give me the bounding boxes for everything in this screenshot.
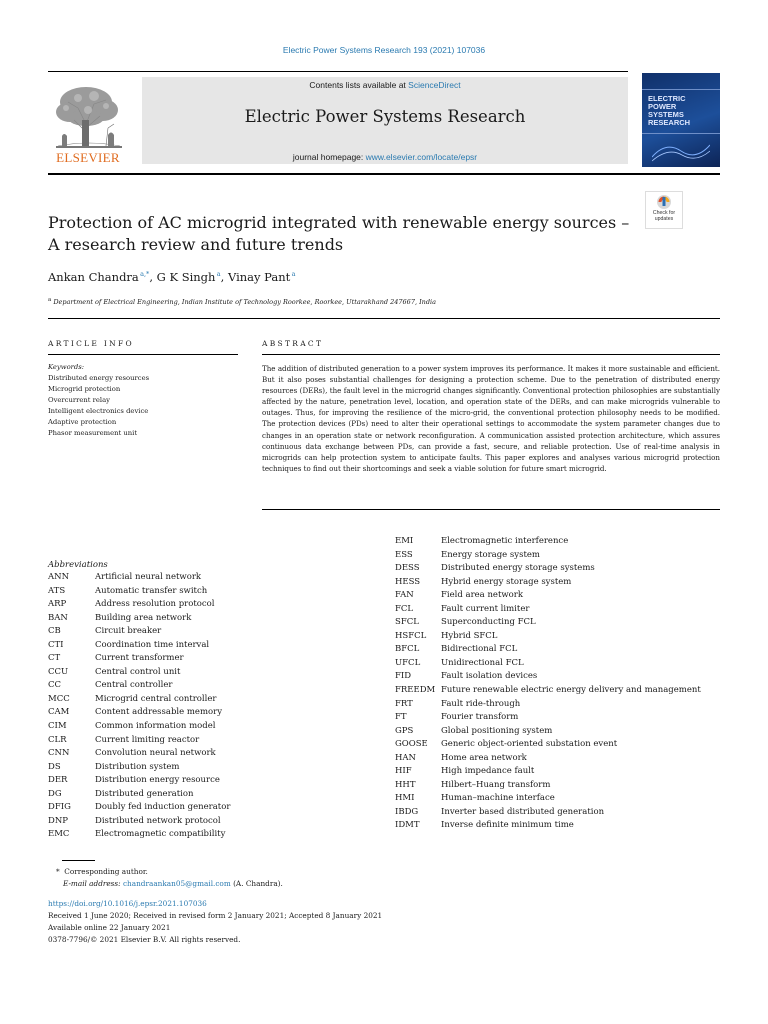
abbreviation-row	[48, 761, 358, 775]
abbreviation-description: Superconducting FCL	[441, 617, 536, 628]
abbreviation-code: CNN	[48, 748, 70, 759]
abbreviation-code: HAN	[395, 752, 416, 763]
abbreviation-description: Distribution system	[95, 761, 180, 772]
article-title: Protection of AC microgrid integrated with renewable energy sources – A research review and future trends	[48, 213, 630, 254]
affiliation-text: Department of Electrical Engineering, Indian Institute of Technology Roorkee, Roorkee, Uttarakhand 247667, India	[53, 298, 436, 307]
abbreviation-code: FREEDM	[395, 685, 436, 696]
abbreviation-row	[48, 788, 358, 802]
journal-title: Electric Power Systems Research	[244, 107, 526, 126]
abbreviation-row	[395, 603, 705, 617]
abbreviation-description: Circuit breaker	[95, 626, 162, 637]
abbreviation-description: Central controller	[95, 680, 173, 691]
keyword: Microgrid protection	[48, 385, 121, 393]
abbreviation-code: GPS	[395, 725, 414, 736]
footnote-rule	[62, 860, 95, 861]
abbreviation-code: ARP	[48, 599, 67, 610]
abbreviation-description: Common information model	[95, 721, 216, 732]
homepage-prefix: journal homepage:	[292, 152, 366, 162]
abbreviation-row	[395, 535, 705, 549]
abbreviation-row	[48, 734, 358, 748]
abbreviation-description: Inverter based distributed generation	[441, 806, 605, 817]
footnote-mark: *	[56, 867, 60, 876]
abstract-heading: ABSTRACT	[262, 339, 324, 348]
abbreviations-left-column	[48, 571, 358, 842]
elsevier-logo	[48, 80, 128, 166]
abbreviation-row	[48, 585, 358, 599]
author-name: Ankan Chandra	[48, 270, 139, 284]
journal-reference[interactable]: Electric Power Systems Research 193 (2021) 107036	[282, 45, 486, 55]
cover-line: SYSTEMS	[648, 110, 684, 119]
abbreviation-code: DESS	[395, 563, 420, 574]
abbreviation-row	[395, 792, 705, 806]
keyword: Intelligent electronics device	[48, 407, 149, 415]
badge-line: updates	[654, 215, 674, 222]
abbreviation-description: Global positioning system	[441, 725, 553, 736]
abstract-text: The addition of distributed generation to a power system improves its performance. It makes it more sustainable and efficient. But it also poses substantial challenges for designing a protection scheme. Due to the penetration of distributed energy resources (DERs), the fault level in the microgrid changes significantly. Conventional protection philosophies are substantially affected by the nature, penetration level, location, and operation state of the DERs, and can make microgrids vulnerable to outages. Thus, for improving the resilience of the micro-grid, the conventional protection philosophy needs to be modified. The protection devices (PDs) need to alter their operational settings to accommodate the system parameter changes due to changes in an operation state or network reconfiguration. A communication assisted protection architecture, which assures continuous data exchange between PDs, can provide a fast, secure, and reliable protection. Use of real-time analysis in microgrids can help protection system to anticipate faults. This paper explores and analyses various microgrid protection techniques to find out their shortcomings and seek a viable solution for future smart microgrid.	[262, 364, 720, 473]
abbreviation-row	[48, 801, 358, 815]
abbreviation-code: CC	[48, 680, 62, 691]
abbreviation-description: Hybrid SFCL	[441, 630, 498, 641]
badge-text	[645, 211, 683, 222]
abbreviation-row	[48, 815, 358, 829]
abbreviation-description: Central control unit	[95, 666, 181, 677]
abbreviation-code: FT	[395, 712, 407, 723]
cover-line: ELECTRIC	[648, 94, 686, 103]
abbreviation-row	[48, 679, 358, 693]
email-label: E-mail address:	[63, 879, 121, 888]
abbreviation-code: CT	[48, 653, 61, 664]
abbreviation-code: IDMT	[395, 820, 420, 831]
abbreviation-description: Fault isolation devices	[441, 671, 538, 682]
abbreviation-row	[395, 562, 705, 576]
header-bottom-rule	[48, 173, 720, 175]
abbreviation-description: Distributed generation	[95, 788, 194, 799]
abbreviation-description: Unidirectional FCL	[441, 657, 524, 668]
abbreviation-row	[48, 598, 358, 612]
abbreviation-code: MCC	[48, 693, 70, 704]
abbreviation-description: Distributed energy storage systems	[441, 563, 595, 574]
abbreviation-row	[48, 571, 358, 585]
abbreviation-description: Distribution energy resource	[95, 775, 220, 786]
author-name: G K Singh	[156, 270, 216, 284]
cover-rule	[642, 89, 720, 90]
keywords-label: Keywords:	[48, 363, 85, 371]
abbreviation-code: SFCL	[395, 617, 419, 628]
author-list: Ankan Chandra $^{a,*}$, G K Singh $^a$, Vinay Pant $^a$	[48, 270, 296, 284]
abbreviation-row	[48, 774, 358, 788]
abbreviation-description: Fourier transform	[441, 712, 519, 723]
abbreviation-row	[395, 684, 705, 698]
abbreviation-code: EMC	[48, 829, 70, 840]
affiliation-mark: a	[48, 297, 52, 303]
abbreviation-row	[48, 612, 358, 626]
abbreviation-description: Electromagnetic compatibility	[95, 829, 226, 840]
abbreviation-row	[48, 652, 358, 666]
abbreviation-row	[48, 639, 358, 653]
email-link[interactable]: chandraankan05@gmail.com	[122, 879, 231, 888]
cover-line: POWER	[648, 102, 677, 111]
abbreviation-row	[48, 693, 358, 707]
abbreviation-description: Current limiting reactor	[95, 734, 200, 745]
received-dates: Received 1 June 2020; Received in revised form 2 January 2021; Accepted 8 January 2021	[48, 911, 383, 920]
corresponding-author-note	[48, 866, 283, 878]
cover-graphic	[652, 137, 710, 163]
abstract-bottom-rule	[262, 509, 720, 510]
abbreviation-code: BFCL	[395, 644, 420, 655]
abbreviation-code: HSFCL	[395, 630, 427, 641]
abbreviation-row	[395, 711, 705, 725]
abbreviation-row	[395, 630, 705, 644]
abbreviation-description: Future renewable electric energy delivery and management	[441, 685, 701, 696]
author-affiliation	[48, 297, 436, 306]
article-info-heading: ARTICLE INFO	[48, 339, 134, 348]
abbreviation-code: ESS	[395, 549, 413, 560]
abbreviation-description: Automatic transfer switch	[95, 585, 208, 596]
cover-title	[648, 95, 714, 127]
abbreviation-row	[395, 725, 705, 739]
keyword: Distributed energy resources	[48, 374, 150, 382]
abbreviation-description: Coordination time interval	[95, 639, 210, 650]
abbreviation-code: HESS	[395, 576, 421, 587]
abbreviation-code: EMI	[395, 536, 414, 546]
email-suffix: (A. Chandra).	[233, 879, 283, 888]
abbreviations-right-column	[395, 535, 705, 833]
abbreviation-description: Hilbert–Huang transform	[441, 779, 551, 790]
abbreviation-code: FCL	[395, 603, 414, 614]
abbreviation-row	[395, 643, 705, 657]
abbreviation-code: CTI	[48, 639, 64, 650]
abbreviation-row	[395, 738, 705, 752]
footnote	[48, 866, 283, 890]
abbreviation-code: BAN	[48, 612, 68, 623]
abbreviation-code: DFIG	[48, 802, 71, 813]
abbreviation-row	[48, 747, 358, 761]
abbreviation-description: Home area network	[441, 752, 527, 763]
abbreviation-code: CLR	[48, 734, 67, 745]
abbreviation-code: CAM	[48, 707, 70, 718]
abbreviation-code: ATS	[48, 585, 66, 596]
author-affiliation-mark[interactable]: a	[291, 270, 296, 279]
abbreviation-code: HIF	[395, 766, 412, 777]
abbreviation-description: Fault ride-through	[441, 698, 521, 709]
abbreviation-code: IBDG	[395, 806, 419, 817]
sciencedirect-link[interactable]: ScienceDirect	[408, 80, 461, 90]
author-name: Vinay Pant	[227, 270, 291, 284]
badge-line: Check for	[652, 210, 676, 216]
abbreviation-description: Current transformer	[95, 653, 184, 664]
abbreviation-code: HMI	[395, 793, 415, 804]
keywords-block	[48, 362, 248, 439]
available-online: Available online 22 January 2021	[48, 923, 171, 932]
abbreviation-row	[395, 589, 705, 603]
contents-prefix: Contents lists available at	[309, 80, 409, 90]
abbreviation-row	[395, 806, 705, 820]
abbreviation-row	[395, 657, 705, 671]
abbreviation-code: CB	[48, 626, 61, 637]
abbreviation-row	[395, 698, 705, 712]
abbreviation-description: Electromagnetic interference	[441, 536, 569, 546]
abbreviation-code: HHT	[395, 779, 416, 790]
abbreviations-title: Abbreviations	[48, 560, 108, 570]
abbreviation-code: FAN	[395, 590, 414, 601]
copyright: 0378-7796/© 2021 Elsevier B.V. All rights reserved.	[48, 935, 241, 944]
abbreviation-description: Generic object-oriented substation event	[441, 739, 618, 750]
journal-homepage	[142, 152, 628, 162]
abbreviation-code: ANN	[48, 572, 70, 582]
abbreviation-description: Microgrid central controller	[95, 693, 217, 704]
abbreviation-code: FID	[395, 671, 412, 682]
corresponding-text: Corresponding author.	[64, 867, 148, 876]
abbreviation-description: High impedance fault	[441, 766, 535, 777]
abbreviation-description: Energy storage system	[441, 549, 540, 560]
abbreviation-description: Building area network	[95, 612, 192, 623]
publisher-name: ELSEVIER	[56, 150, 120, 165]
abbreviation-description: Address resolution protocol	[95, 599, 215, 610]
abbreviation-code: GOOSE	[395, 739, 428, 750]
abbreviation-code: FRT	[395, 698, 413, 709]
abbreviation-code: CCU	[48, 666, 69, 677]
cover-line: RESEARCH	[648, 118, 691, 127]
abbreviation-code: DG	[48, 788, 62, 799]
keyword: Overcurrent relay	[48, 396, 110, 404]
abbreviation-description: Human–machine interface	[441, 793, 555, 804]
keyword: Phasor measurement unit	[48, 429, 138, 437]
journal-cover-image	[642, 73, 720, 167]
header-top-rule	[48, 71, 628, 72]
check-for-updates-badge[interactable]	[645, 191, 683, 229]
info-rule	[48, 354, 238, 355]
keyword: Adaptive protection	[48, 418, 117, 426]
abbreviation-row	[48, 720, 358, 734]
abbreviation-description: Inverse definite minimum time	[441, 820, 574, 831]
abbreviation-description: Convolution neural network	[95, 748, 216, 759]
doi-link[interactable]: https://doi.org/10.1016/j.epsr.2021.107036	[48, 899, 207, 908]
abbreviation-description: Hybrid energy storage system	[441, 576, 572, 587]
section-rule	[48, 318, 720, 319]
abbreviation-row	[395, 549, 705, 563]
abbreviation-row	[395, 576, 705, 590]
abbreviation-description: Bidirectional FCL	[441, 644, 518, 655]
abbreviation-code: DER	[48, 775, 68, 786]
author-affiliation-mark[interactable]: a,*	[140, 270, 150, 279]
abbreviation-description: Content addressable memory	[95, 707, 222, 718]
abbreviation-description: Field area network	[441, 590, 523, 601]
abbreviation-row	[395, 779, 705, 793]
abbreviation-row	[48, 625, 358, 639]
abbreviation-code: DS	[48, 761, 61, 772]
abbreviation-row	[395, 616, 705, 630]
abbreviation-description: Artificial neural network	[95, 572, 202, 582]
abstract-rule	[262, 354, 720, 355]
cover-rule	[642, 133, 720, 134]
homepage-link[interactable]: www.elsevier.com/locate/epsr	[365, 152, 478, 162]
abbreviation-row	[48, 666, 358, 680]
abbreviation-row	[395, 819, 705, 833]
abbreviation-description: Fault current limiter	[441, 603, 530, 614]
publication-info	[48, 898, 382, 946]
abbreviation-row	[395, 670, 705, 684]
abbreviation-code: CIM	[48, 721, 67, 732]
abbreviation-row	[48, 706, 358, 720]
abbreviation-code: DNP	[48, 815, 68, 826]
abbreviation-row	[48, 828, 358, 842]
abbreviation-description: Distributed network protocol	[95, 815, 221, 826]
abbreviation-description: Doubly fed induction generator	[95, 802, 231, 813]
email-line	[48, 878, 283, 890]
abbreviation-code: UFCL	[395, 657, 421, 668]
abbreviation-row	[395, 752, 705, 766]
contents-line	[142, 80, 628, 90]
abbreviation-row	[395, 765, 705, 779]
author-affiliation-mark[interactable]: a	[216, 270, 221, 279]
